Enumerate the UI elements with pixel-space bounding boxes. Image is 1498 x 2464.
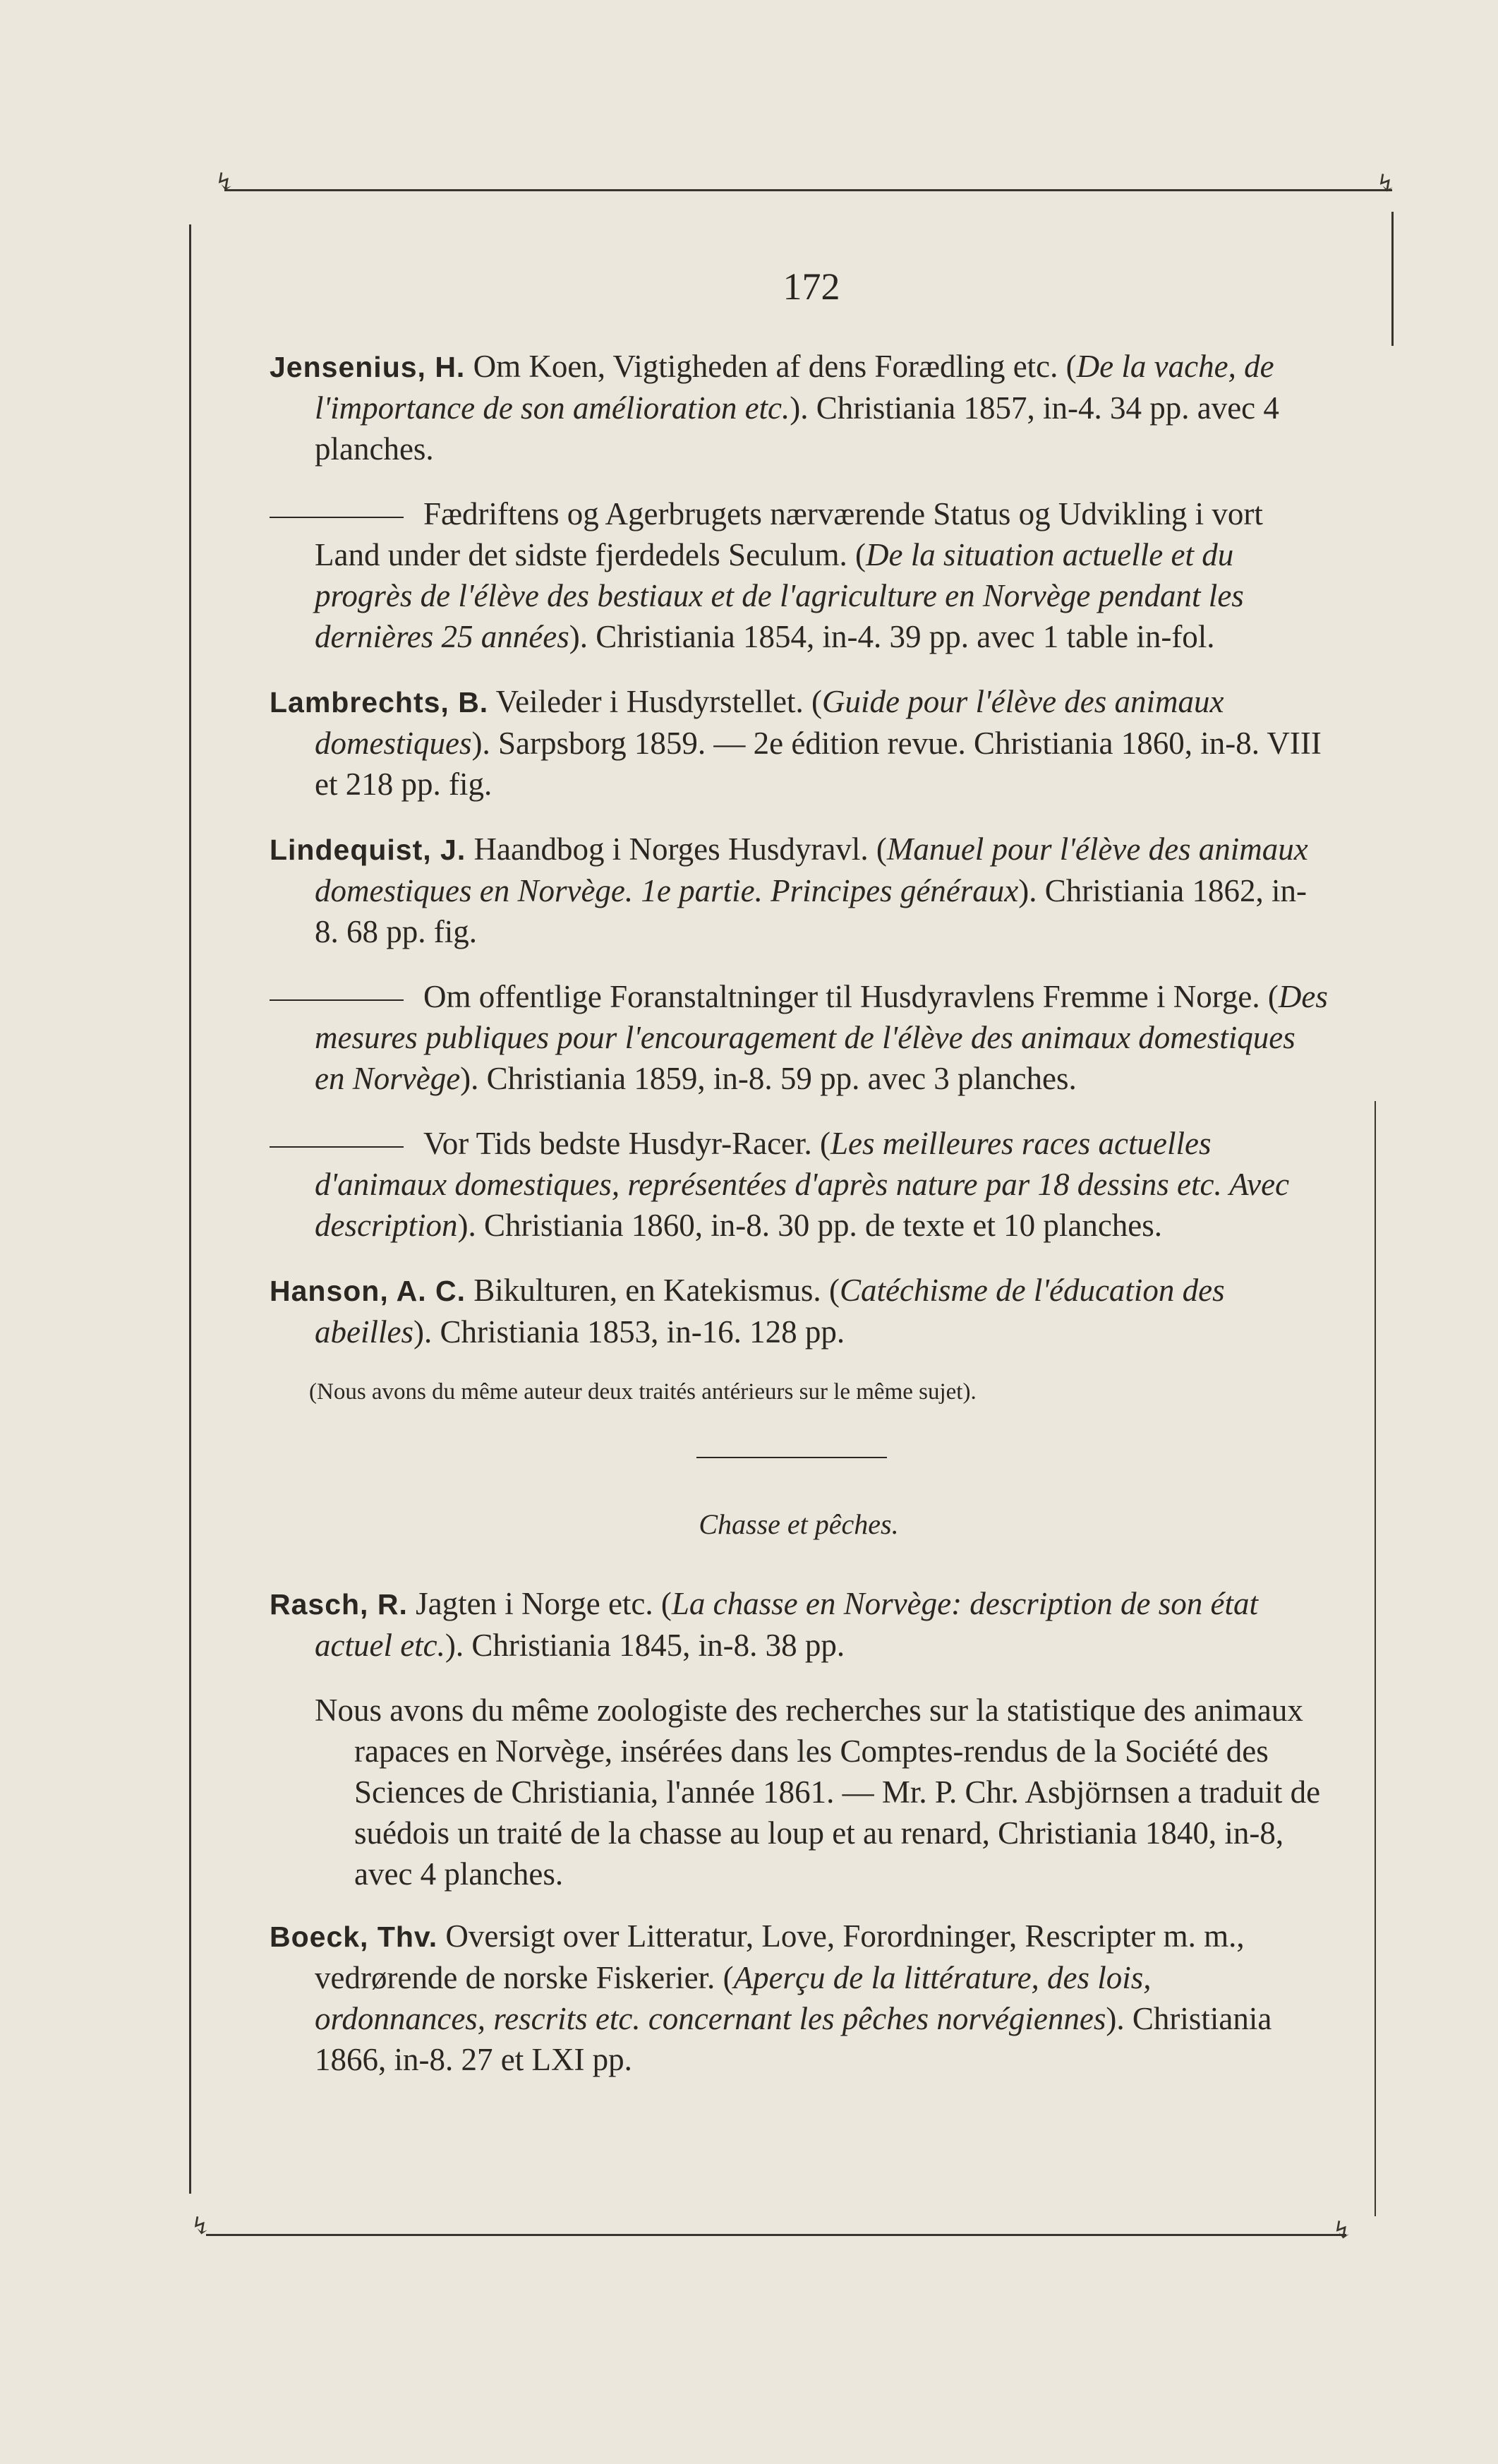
entry-author: Rasch, R.	[270, 1588, 408, 1621]
bibliography-entry	[270, 493, 1328, 657]
frame-top-rule	[224, 189, 1392, 191]
entry-french-title: Des mesures publiques pour l'encouragement de l'élève des animaux domestiques en Norvège	[315, 979, 1328, 1096]
entry-french-title: De la situation actuelle et du progrès de l'élève des bestiaux et de l'agriculture en Norvège pendant les dernières 25 années	[315, 537, 1244, 654]
bibliography-entry	[270, 1123, 1328, 1246]
frame-right-rule-lower	[1375, 1101, 1376, 2216]
entry-title: Fædriftens og Agerbrugets nærværende Status og Udvikling i vort Land under det sidste fjerdedels Seculum.	[315, 496, 1263, 572]
section-title: Chasse et pêches.	[699, 1508, 899, 1540]
paragraph: Nous avons du même zoologiste des recherches sur la statistique des animaux rapaces en Norvège, insérées dans les Comptes-rendus de la Société des Sciences de Christiania, l'année 1861. — Mr. P. Chr. Asbjörnsen a traduit de suédois un traité de la chasse au loup et au renard, Christiania 1840, in-8, avec 4 planches.	[315, 1693, 1321, 1892]
entry-publication: Christiania 1859, in-8. 59 pp. avec 3 planches.	[486, 1061, 1077, 1096]
entry-text: Hanson, A. C. Bikulturen, en Katekismus. (Catéchisme de l'éducation des abeilles). Christiania 1853, in-16. 128 pp.	[270, 1273, 1225, 1350]
page-number: 172	[783, 265, 840, 308]
entry-title: Haandbog i Norges Husdyravl.	[473, 831, 869, 867]
bibliography-entry	[270, 346, 1328, 469]
entry-title: Bikulturen, en Katekismus.	[473, 1273, 821, 1308]
entry-author: Hanson, A. C.	[270, 1275, 466, 1307]
frame-left-rule	[189, 224, 191, 2194]
entry-french-title: Catéchisme de l'éducation des abeilles	[315, 1273, 1225, 1350]
entry-text: Rasch, R. Jagten i Norge etc. (La chasse en Norvège: description de son état actuel etc.). Christiania 1845, in-8. 38 pp.	[270, 1586, 1258, 1663]
entry-publication: Christiania 1862, in-8. 68 pp. fig.	[315, 873, 1307, 949]
entry-publication: Sarpsborg 1859. — 2e édition revue. Christiania 1860, in-8. VIII et 218 pp. fig.	[315, 726, 1322, 802]
entry-publication: Christiania 1857, in-4. 34 pp. avec 4 planches.	[315, 390, 1279, 467]
bibliography-entry	[270, 1583, 1328, 1666]
entries-last	[270, 1916, 1328, 2080]
bibliography-entry	[270, 976, 1328, 1099]
entry-french-title: Les meilleures races actuelles d'animaux domestiques, représentées d'après nature par 18 dessins etc. Avec description	[315, 1126, 1290, 1243]
entry-publication: Christiania 1845, in-8. 38 pp.	[471, 1628, 845, 1663]
corner-ornament-icon: ↯	[215, 169, 235, 196]
entry-author: Lindequist, J.	[270, 834, 466, 866]
corner-ornament-icon: ↯	[1332, 2218, 1353, 2244]
entry-text: Lindequist, J. Haandbog i Norges Husdyravl. (Manuel pour l'élève des animaux domestiques en Norvège. 1e partie. Principes généraux). Christiania 1862, in-8. 68 pp. fig.	[270, 831, 1308, 949]
entry-publication: Christiania 1860, in-8. 30 pp. de texte et 10 planches.	[483, 1208, 1163, 1243]
bibliography-entry	[270, 1270, 1328, 1352]
entry-text: Lambrechts, B. Veileder i Husdyrstellet. (Guide pour l'élève des animaux domestiques). Sarpsborg 1859. — 2e édition revue. Christiania 1860, in-8. VIII et 218 pp. fig.	[270, 684, 1322, 802]
frame-bottom-rule	[206, 2234, 1346, 2236]
entry-text: Boeck, Thv. Oversigt over Litteratur, Love, Forordninger, Rescripter m. m., vedrørende de norske Fiskerier. (Aperçu de la littérature, des lois, ordonnances, rescrits etc. concernant les pêches norvégiennes). Christiania 1866, in-8. 27 et LXI pp.	[270, 1918, 1272, 2077]
entry-title: Om Koen, Vigtigheden af dens Forædling etc.	[473, 349, 1058, 384]
section-separator	[696, 1457, 887, 1458]
entry-french-title: Aperçu de la littérature, des lois, ordonnances, rescrits etc. concernant les pêches norvégiennes	[315, 1960, 1152, 2036]
entry-author: Boeck, Thv.	[270, 1921, 438, 1953]
bibliography	[270, 346, 1328, 2104]
entry-publication: Christiania 1853, in-16. 128 pp.	[440, 1314, 845, 1350]
entry-french-title: La chasse en Norvège: description de son état actuel etc.	[315, 1586, 1258, 1663]
entry-text: Jensenius, H. Om Koen, Vigtigheden af dens Forædling etc. (De la vache, de l'importance de son amélioration etc.). Christiania 1857, in-4. 34 pp. avec 4 planches.	[270, 349, 1279, 467]
bibliography-entry	[270, 829, 1328, 952]
entry-publication: Christiania 1866, in-8. 27 et LXI pp.	[315, 2001, 1272, 2077]
corner-ornament-icon: ↯	[1376, 171, 1396, 197]
entry-title: Jagten i Norge etc.	[416, 1586, 653, 1621]
entry-title: Veileder i Husdyrstellet.	[495, 684, 804, 719]
entry-french-title: Manuel pour l'élève des animaux domestiques en Norvège. 1e partie. Principes généraux	[315, 831, 1308, 908]
entry-title: Oversigt over Litteratur, Love, Forordninger, Rescripter m. m., vedrørende de norske Fiskerier.	[315, 1918, 1245, 1995]
bibliography-entry	[270, 1916, 1328, 2080]
entry-french-title: De la vache, de l'importance de son amélioration etc.	[315, 349, 1274, 426]
entry-author: Jensenius, H.	[270, 351, 466, 383]
ditto-dash	[270, 999, 404, 1001]
ditto-dash	[270, 517, 404, 518]
entry-title: Om offentlige Foranstaltninger til Husdyravlens Fremme i Norge.	[423, 979, 1260, 1014]
entry-text: Om offentlige Foranstaltninger til Husdyravlens Fremme i Norge. (Des mesures publiques pour l'encouragement de l'élève des animaux domestiques en Norvège). Christiania 1859, in-8. 59 pp. avec 3 planches.	[270, 976, 1328, 1099]
entries-top	[270, 346, 1328, 1352]
corner-ornament-icon: ↯	[191, 2213, 211, 2240]
entry-text: Fædriftens og Agerbrugets nærværende Status og Udvikling i vort Land under det sidste fjerdedels Seculum. (De la situation actuelle et du progrès de l'élève des bestiaux et de l'agriculture en Norvège pendant les dernières 25 années). Christiania 1854, in-4. 39 pp. avec 1 table in-fol.	[270, 493, 1328, 657]
entry-text: Vor Tids bedste Husdyr-Racer. (Les meilleures races actuelles d'animaux domestiques, représentées d'après nature par 18 dessins etc. Avec description). Christiania 1860, in-8. 30 pp. de texte et 10 planches.	[270, 1123, 1328, 1246]
entry-author: Lambrechts, B.	[270, 686, 489, 719]
ditto-dash	[270, 1146, 404, 1148]
entry-french-title: Guide pour l'élève des animaux domestiques	[315, 684, 1224, 761]
entry-title: Vor Tids bedste Husdyr-Racer.	[423, 1126, 812, 1161]
bibliography-entry	[270, 681, 1328, 805]
entry-publication: Christiania 1854, in-4. 39 pp. avec 1 table in-fol.	[596, 619, 1215, 654]
frame-right-rule	[1391, 212, 1394, 346]
entries-bottom	[270, 1583, 1328, 1666]
footnote: (Nous avons du même auteur deux traités antérieurs sur le même sujet).	[309, 1379, 977, 1405]
